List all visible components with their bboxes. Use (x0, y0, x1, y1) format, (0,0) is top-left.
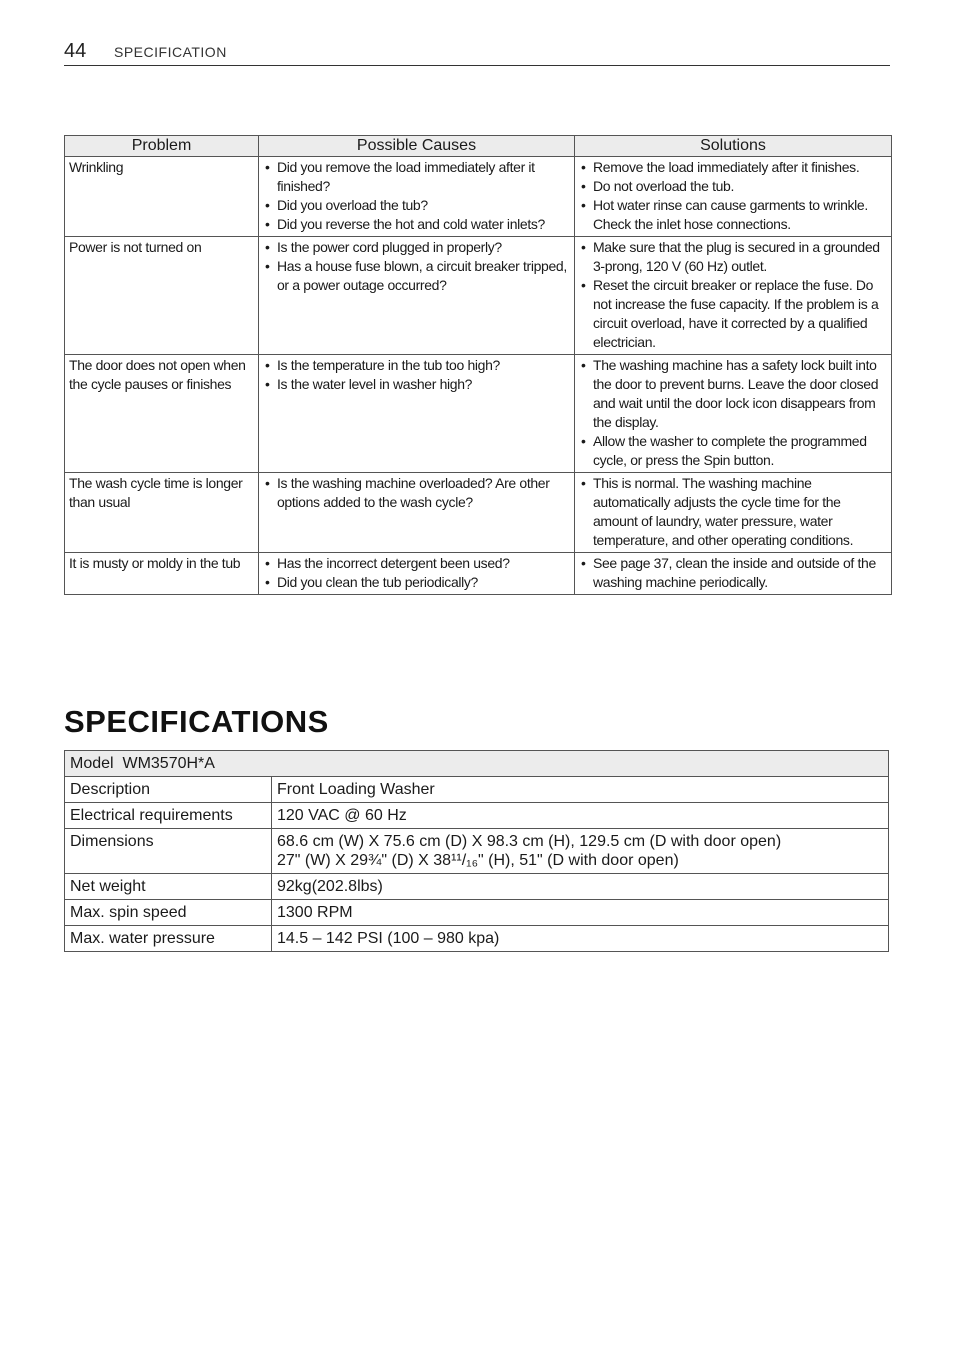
page-number: 44 (64, 40, 87, 62)
solutions-cell (575, 473, 892, 553)
spec-value: 14.5 – 142 PSI (100 – 980 kpa) (272, 926, 889, 952)
model-label: Model (70, 755, 114, 772)
solution-item: • Allow the washer to complete the programmed cycle, or press the Spin button. (579, 432, 887, 470)
spec-value (272, 829, 889, 874)
solution-item: • Do not overload the tub. (579, 177, 887, 196)
column-header-causes: Possible Causes (259, 136, 575, 157)
spec-row (65, 874, 889, 900)
causes-cell (259, 553, 575, 595)
causes-cell (259, 355, 575, 473)
specifications-table (64, 750, 889, 952)
cause-item: • Is the temperature in the tub too high? (263, 356, 570, 375)
spec-row (65, 829, 889, 874)
table-header-row (65, 136, 892, 157)
troubleshooting-table (64, 135, 892, 595)
cause-item: • Has a house fuse blown, a circuit breaker tripped, or a power outage occurred? (263, 257, 570, 295)
spec-label: Description (65, 777, 272, 803)
spec-row (65, 900, 889, 926)
solution-item: • Make sure that the plug is secured in a grounded 3-prong, 120 V (60 Hz) outlet. (579, 238, 887, 276)
solution-item: • This is normal. The washing machine automatically adjusts the cycle time for the amount of laundry, water pressure, water temperature, and other operating conditions. (579, 474, 887, 550)
model-value: WM3570H*A (122, 755, 215, 772)
dimensions-metric: 68.6 cm (W) X 75.6 cm (D) X 98.3 cm (H), 129.5 cm (D with door open) (277, 833, 782, 850)
problem-cell: Power is not turned on (65, 237, 259, 355)
section-title: SPECIFICATION (114, 44, 227, 60)
table-row (65, 473, 892, 553)
solution-item: • The washing machine has a safety lock built into the door to prevent burns. Leave the door closed and wait until the door lock icon disappears from the display. (579, 356, 887, 432)
solution-item: • Hot water rinse can cause garments to wrinkle. Check the inlet hose connections. (579, 196, 887, 234)
solutions-cell (575, 355, 892, 473)
solutions-cell (575, 157, 892, 237)
spec-label: Max. spin speed (65, 900, 272, 926)
causes-cell (259, 157, 575, 237)
spec-row (65, 926, 889, 952)
spec-row (65, 803, 889, 829)
causes-cell (259, 473, 575, 553)
problem-cell: Wrinkling (65, 157, 259, 237)
cause-item: • Did you overload the tub? (263, 196, 570, 215)
spec-value: 92kg(202.8lbs) (272, 874, 889, 900)
spec-label: Electrical requirements (65, 803, 272, 829)
table-row (65, 237, 892, 355)
problem-cell: The wash cycle time is longer than usual (65, 473, 259, 553)
spec-label: Dimensions (65, 829, 272, 874)
column-header-solutions: Solutions (575, 136, 892, 157)
spec-label: Net weight (65, 874, 272, 900)
column-header-problem: Problem (65, 136, 259, 157)
spec-value: Front Loading Washer (272, 777, 889, 803)
cause-item: • Is the water level in washer high? (263, 375, 570, 394)
problem-cell: The door does not open when the cycle pauses or finishes (65, 355, 259, 473)
model-cell (65, 751, 889, 777)
spec-value: 120 VAC @ 60 Hz (272, 803, 889, 829)
specifications-heading: SPECIFICATIONS (64, 704, 329, 739)
cause-item: • Did you remove the load immediately after it finished? (263, 158, 570, 196)
solution-item: • See page 37, clean the inside and outside of the washing machine periodically. (579, 554, 887, 592)
table-row (65, 355, 892, 473)
solutions-cell (575, 237, 892, 355)
model-row (65, 751, 889, 777)
solutions-cell (575, 553, 892, 595)
cause-item: • Did you clean the tub periodically? (263, 573, 570, 592)
spec-row (65, 777, 889, 803)
problem-cell: It is musty or moldy in the tub (65, 553, 259, 595)
solution-item: • Remove the load immediately after it finishes. (579, 158, 887, 177)
cause-item: • Is the power cord plugged in properly? (263, 238, 570, 257)
table-row (65, 157, 892, 237)
page-header (64, 38, 890, 66)
solution-item: • Reset the circuit breaker or replace the fuse. Do not increase the fuse capacity. If the problem is a circuit overload, have it corrected by a qualified electrician. (579, 276, 887, 352)
spec-label: Max. water pressure (65, 926, 272, 952)
causes-cell (259, 237, 575, 355)
cause-item: • Did you reverse the hot and cold water inlets? (263, 215, 570, 234)
dimensions-imperial: 27" (W) X 29¾" (D) X 38¹¹/₁₆" (H), 51" (D with door open) (277, 852, 679, 869)
spec-value: 1300 RPM (272, 900, 889, 926)
cause-item: • Has the incorrect detergent been used? (263, 554, 570, 573)
cause-item: • Is the washing machine overloaded? Are other options added to the wash cycle? (263, 474, 570, 512)
table-row (65, 553, 892, 595)
